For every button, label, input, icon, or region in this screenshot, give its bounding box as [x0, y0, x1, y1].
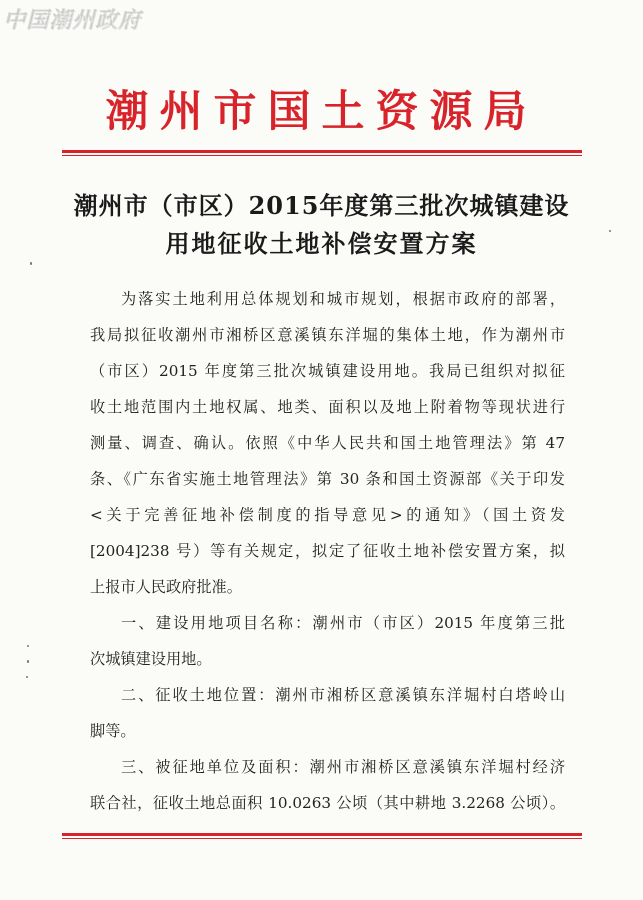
- document-title-line-1: 潮州市（市区）2015年度第三批次城镇建设: [73, 191, 570, 220]
- section-1-line: 次城镇建设用地。: [90, 650, 212, 668]
- scan-speck: [30, 262, 32, 265]
- header-red-rule: [62, 150, 582, 156]
- section-3-line: 三、被征地单位及面积：潮州市湘桥区意溪镇东洋堀村经济: [121, 758, 565, 776]
- scan-speck: [27, 660, 29, 663]
- document-title-line-2: 用地征收土地补偿安置方案: [165, 229, 478, 258]
- section-1-line: 一、建设用地项目名称：潮州市（市区）2015 年度第三批: [121, 614, 565, 632]
- body-line: [2004]238 号）等有关规定，拟定了征收土地补偿安置方案，拟: [90, 542, 565, 560]
- body-line: 上报市人民政府批准。: [90, 578, 242, 596]
- section-2-line: 脚等。: [90, 722, 136, 740]
- scan-speck: [26, 676, 28, 678]
- watermark: 中国潮州政府: [4, 8, 143, 34]
- body-line: 测量、调查、确认。依照《中华人民共和国土地管理法》第 47: [90, 434, 565, 452]
- body-line: 我局拟征收潮州市湘桥区意溪镇东洋堀的集体土地，作为潮州市: [90, 326, 565, 344]
- section-3-line: 联合社，征收土地总面积 10.0263 公顷（其中耕地 3.2268 公顷）。: [90, 794, 565, 812]
- footer-red-rule: [62, 833, 582, 839]
- body-line: <关于完善征地补偿制度的指导意见>的通知》（国土资发: [90, 506, 565, 524]
- body-line: （市区）2015 年度第三批次城镇建设用地。我局已组织对拟征: [90, 362, 565, 380]
- body-line: 收土地范围内土地权属、地类、面积以及地上附着物等现状进行: [90, 398, 565, 416]
- body-line: 为落实土地利用总体规划和城市规划，根据市政府的部署，: [121, 290, 565, 308]
- agency-header: 潮州市国土资源局: [105, 87, 538, 137]
- scan-speck: [609, 230, 611, 232]
- scan-speck: [27, 645, 29, 647]
- body-line: 条、《广东省实施土地管理法》第 30 条和国土资源部《关于印发: [90, 470, 565, 488]
- section-2-line: 二、征收土地位置：潮州市湘桥区意溪镇东洋堀村白塔岭山: [121, 686, 565, 704]
